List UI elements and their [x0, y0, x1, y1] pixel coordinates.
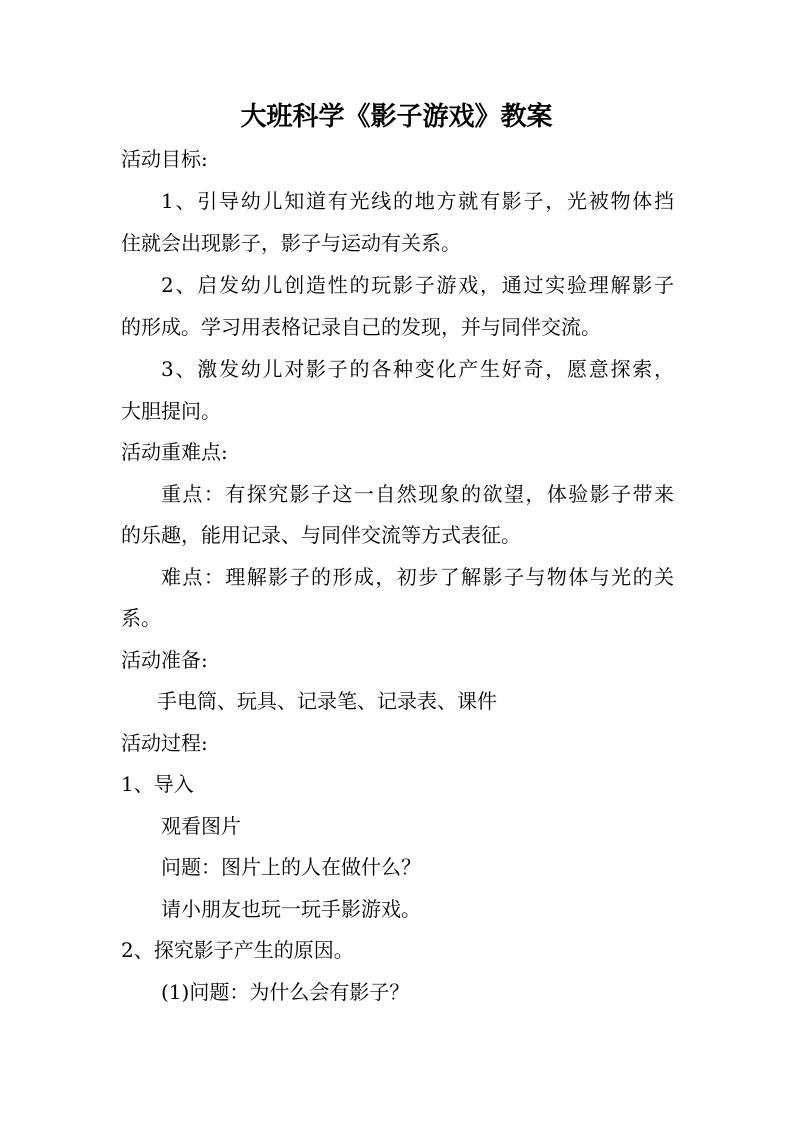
section-heading-goals: 活动目标: — [121, 147, 208, 171]
goal-3-line-2: 大胆提问。 — [121, 399, 221, 423]
step-1-item-1: 观看图片 — [161, 814, 241, 838]
preparation-materials: 手电筒、玩具、记录笔、记录表、课件 — [157, 689, 497, 713]
section-heading-key-points: 活动重难点: — [121, 440, 228, 464]
goal-2-line-1: 2、启发幼儿创造性的玩影子游戏，通过实验理解影子 — [161, 273, 674, 297]
step-1-heading: 1、导入 — [121, 772, 194, 796]
goal-1-line-2: 住就会出现影子，影子与运动有关系。 — [121, 231, 461, 255]
section-heading-process: 活动过程: — [121, 731, 208, 755]
goal-1-line-1: 1、引导幼儿知道有光线的地方就有影子，光被物体挡 — [161, 189, 674, 213]
step-2-heading: 2、探究影子产生的原因。 — [121, 938, 354, 962]
difficulty-line-1: 难点：理解影子的形成，初步了解影子与物体与光的关 — [161, 565, 674, 589]
step-1-item-2: 问题：图片上的人在做什么？ — [161, 855, 421, 879]
goal-2-line-2: 的形成。学习用表格记录自己的发现，并与同伴交流。 — [121, 315, 601, 339]
difficulty-line-2: 系。 — [121, 606, 161, 630]
section-heading-preparation: 活动准备: — [121, 648, 208, 672]
key-point-line-2: 的乐趣，能用记录、与同伴交流等方式表征。 — [121, 523, 521, 547]
step-1-item-3: 请小朋友也玩一玩手影游戏。 — [161, 897, 421, 921]
key-point-line-1: 重点：有探究影子这一自然现象的欲望，体验影子带来 — [161, 482, 674, 506]
document-title: 大班科学《影子游戏》教案 — [240, 102, 553, 132]
step-2-item-1: (1)问题：为什么会有影子？ — [161, 980, 410, 1004]
goal-3-line-1: 3、激发幼儿对影子的各种变化产生好奇，愿意探索， — [161, 357, 674, 381]
